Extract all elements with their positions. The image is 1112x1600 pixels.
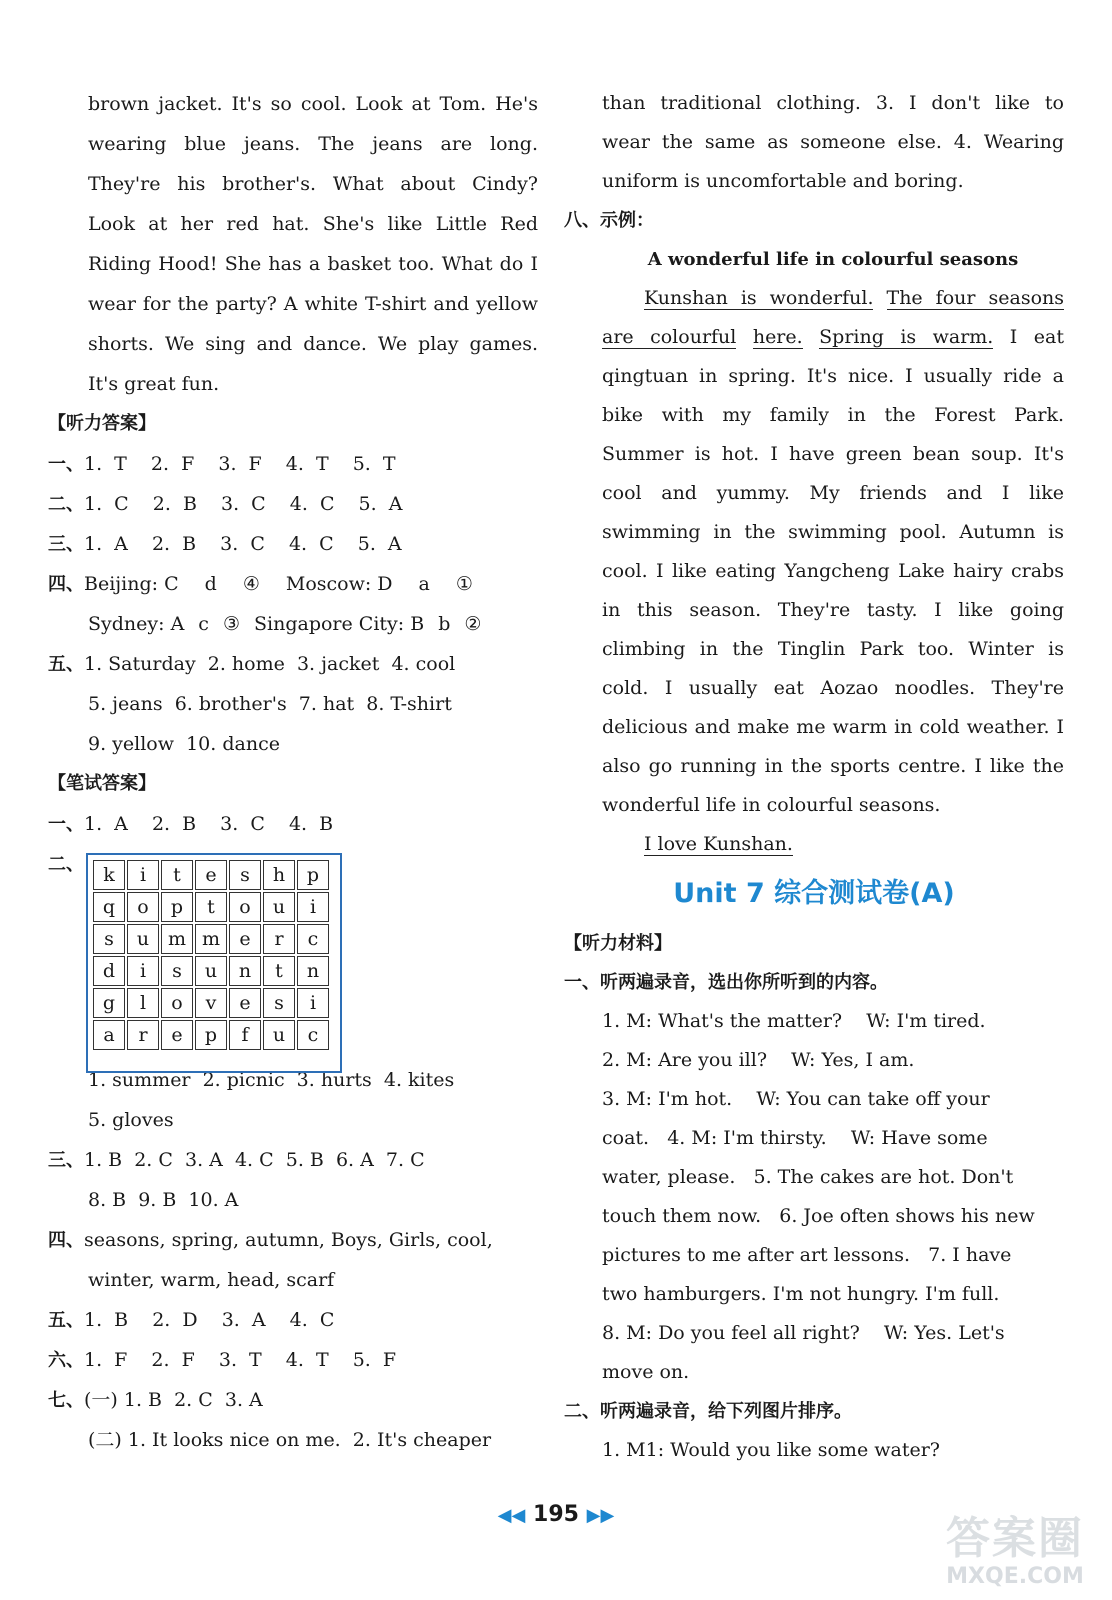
answer-text: 1. F 2. F 3. T 4. T 5. F (84, 1349, 397, 1371)
part2-heading: 二、听两遍录音，给下列图片排序。 (564, 1401, 852, 1422)
city-letter: b (438, 613, 451, 635)
grid-cell: o (127, 892, 159, 922)
grid-cell: t (263, 956, 295, 986)
story-line: shorts. We sing and dance. We play games. (88, 333, 538, 355)
city-answer: Beijing: C (84, 573, 179, 595)
city-letter: a (418, 573, 430, 595)
essay-line: cold. I usually eat Aozao noodles. They're (602, 677, 1064, 699)
grid-cell: p (161, 892, 193, 922)
w1-row (48, 804, 538, 844)
answer-text: 1. B 2. C 3. A 4. C 5. B 6. A 7. C (84, 1149, 425, 1171)
essay-underlined: Kunshan is wonderful. (644, 287, 874, 309)
grid-cell: a (93, 1020, 125, 1050)
story-line: wear for the party? A white T-shirt and yellow (88, 293, 538, 315)
material-line: 2. M: Are you ill? W: Yes, I am. (602, 1049, 915, 1071)
grid-cell: u (263, 892, 295, 922)
grid-cell: h (263, 860, 295, 890)
section-label: 三、 (48, 534, 84, 555)
grid-cell: t (161, 860, 193, 890)
material-line: 1. M: What's the matter? W: I'm tired. (602, 1010, 986, 1032)
grid-cell: e (229, 924, 261, 954)
material-line: 3. M: I'm hot. W: You can take off your (602, 1088, 990, 1110)
grid-cell: f (229, 1020, 261, 1050)
listening-answer-row (48, 484, 538, 524)
section-label: 二、 (48, 494, 84, 515)
w3-line-2: 8. B 9. B 10. A (88, 1189, 239, 1211)
essay-line (564, 279, 1064, 318)
w4-row (48, 1220, 538, 1260)
grid-cell: m (161, 924, 193, 954)
sample-label: 八、示例： (564, 210, 654, 231)
answer-text: 1. C 2. B 3. C 4. C 5. A (84, 493, 403, 515)
grid-cell: s (93, 924, 125, 954)
grid-cell: k (93, 860, 125, 890)
grid-cell: i (127, 860, 159, 890)
grid-cell: s (263, 988, 295, 1018)
answer-text: 1. B 2. D 3. A 4. C (84, 1309, 335, 1331)
essay-line: cool. I like eating Yangcheng Lake hairy crabs (602, 560, 1064, 582)
answer-text: seasons, spring, autumn, Boys, Girls, cool, (84, 1229, 493, 1251)
grid-row (92, 987, 336, 1019)
w7-row (48, 1380, 538, 1420)
section-label: 七、 (48, 1390, 84, 1411)
grid-cell: p (195, 1020, 227, 1050)
w6-row (48, 1340, 538, 1380)
q5-line-1 (48, 644, 538, 684)
answer-text: 1. Saturday 2. home 3. jacket 4. cool (84, 653, 456, 675)
essay-line: swimming in the swimming pool. Autumn is (602, 521, 1064, 543)
grid-cell: s (229, 860, 261, 890)
section-label: 四、 (48, 1230, 84, 1251)
city-answer: Moscow: D (285, 573, 393, 595)
right-column (564, 84, 1064, 1470)
watermark-text: 答案圈 (946, 1513, 1084, 1564)
w5-row (48, 1300, 538, 1340)
essay-line: in this season. They're tasty. I like going (602, 599, 1064, 621)
grid-cell: d (93, 956, 125, 986)
section-label: 三、 (48, 1150, 84, 1171)
listening-answer-row (48, 444, 538, 484)
city-answer: Sydney: A (88, 613, 185, 635)
circled-number: ④ (242, 573, 260, 595)
essay-line: also go running in the sports centre. I like the (602, 755, 1064, 777)
city-answer: Singapore City: B (254, 613, 425, 635)
essay-line: qingtuan in spring. It's nice. I usually ride a (602, 365, 1064, 387)
answer-text: 1. A 2. B 3. C 4. C 5. A (84, 533, 402, 555)
section-label: 一、 (48, 454, 84, 475)
story-line: Riding Hood! She has a basket too. What do I (88, 253, 538, 275)
circled-number: ① (455, 573, 473, 595)
section-label: 六、 (48, 1350, 84, 1371)
essay-end: I love Kunshan. (644, 833, 793, 855)
essay-underlined: are colourful (602, 326, 737, 348)
story-line: brown jacket. It's so cool. Look at Tom. He's (88, 93, 538, 115)
grid-cell: u (195, 956, 227, 986)
story-line: It's great fun. (88, 373, 220, 395)
grid-cell: i (297, 892, 329, 922)
essay-line: wonderful life in colourful seasons. (602, 794, 941, 816)
grid-cell: p (297, 860, 329, 890)
grid-row (92, 1019, 336, 1051)
answer-text: 1. A 2. B 3. C 4. B (84, 813, 334, 835)
watermark-logo (940, 1514, 1090, 1594)
q4-line-2 (48, 604, 538, 644)
q5-line-3: 9. yellow 10. dance (88, 733, 280, 755)
section-label: 五、 (48, 654, 84, 675)
grid-row (92, 859, 336, 891)
city-letter: c (198, 613, 209, 635)
material-line: water, please. 5. The cakes are hot. Don't (602, 1166, 1014, 1188)
material-line: move on. (602, 1361, 690, 1383)
material-line: coat. 4. M: I'm thirsty. W: Have some (602, 1127, 988, 1149)
grid-cell: n (297, 956, 329, 986)
story-line: wearing blue jeans. The jeans are long. (88, 133, 538, 155)
grid-cell: t (195, 892, 227, 922)
material-line: touch them now. 6. Joe often shows his new (602, 1205, 1035, 1227)
grid-row (92, 891, 336, 923)
essay-end-line (564, 825, 1064, 864)
part1-heading: 一、听两遍录音，选出你所听到的内容。 (564, 972, 888, 993)
grid-cell: i (127, 956, 159, 986)
essay-line: bike with my family in the Forest Park. (602, 404, 1064, 426)
material-line: 1. M1: Would you like some water? (602, 1439, 940, 1461)
continued-answer-line: wear the same as someone else. 4. Wearing (602, 131, 1064, 153)
w2-answers-line-1: 1. summer 2. picnic 3. hurts 4. kites (88, 1069, 455, 1091)
essay-underlined: Spring is warm. (819, 326, 994, 348)
circled-number: ③ (222, 613, 240, 635)
w3-row (48, 1140, 538, 1180)
w2-answers-line-2: 5. gloves (88, 1109, 174, 1131)
w4-line-2: winter, warm, head, scarf (88, 1269, 335, 1291)
essay-line: delicious and make me warm in cold weather. I (602, 716, 1064, 738)
grid-cell: q (93, 892, 125, 922)
grid-cell: l (127, 988, 159, 1018)
grid-row (92, 923, 336, 955)
essay-line (564, 318, 1064, 357)
grid-cell: c (297, 1020, 329, 1050)
grid-cell: e (195, 860, 227, 890)
word-search-grid (86, 853, 342, 1073)
essay-line: Summer is hot. I have green bean soup. It's (602, 443, 1064, 465)
material-line: two hamburgers. I'm not hungry. I'm full. (602, 1283, 1000, 1305)
listening-answer-row (48, 524, 538, 564)
grid-cell: m (195, 924, 227, 954)
listening-material-header: 【听力材料】 (564, 933, 672, 954)
essay-text: I eat (1009, 326, 1064, 348)
continued-answer-line: uniform is uncomfortable and boring. (602, 170, 964, 192)
section-label: 一、 (48, 814, 84, 835)
q4-line-1 (48, 564, 538, 604)
left-column (48, 84, 538, 1460)
grid-cell: u (127, 924, 159, 954)
grid-cell: u (263, 1020, 295, 1050)
answer-text: 1. T 2. F 3. F 4. T 5. T (84, 453, 396, 475)
grid-cell: e (161, 1020, 193, 1050)
story-line: They're his brother's. What about Cindy? (88, 173, 538, 195)
essay-underlined: The four seasons (886, 287, 1064, 309)
section-label: 二、 (48, 854, 84, 875)
city-letter: d (204, 573, 217, 595)
grid-cell: o (161, 988, 193, 1018)
grid-cell: o (229, 892, 261, 922)
next-arrows-icon: ▶▶ (586, 1505, 615, 1526)
grid-cell: g (93, 988, 125, 1018)
w7-line-2: (二) 1. It looks nice on me. 2. It's cheaper (88, 1429, 492, 1451)
section-label: 五、 (48, 1310, 84, 1331)
section-label: 四、 (48, 574, 84, 595)
prev-arrows-icon: ◀◀ (497, 1505, 526, 1526)
material-line: pictures to me after art lessons. 7. I have (602, 1244, 1012, 1266)
grid-cell: e (229, 988, 261, 1018)
essay-underlined: here. (752, 326, 803, 348)
essay-line: cool and yummy. My friends and I like (602, 482, 1064, 504)
page-number: 195 (533, 1502, 579, 1527)
grid-cell: n (229, 956, 261, 986)
essay-line: climbing in the Tinglin Park too. Winter is (602, 638, 1064, 660)
grid-cell: v (195, 988, 227, 1018)
grid-row (92, 955, 336, 987)
grid-cell: r (127, 1020, 159, 1050)
essay-title: A wonderful life in colourful seasons (647, 249, 1019, 270)
circled-number: ② (464, 613, 482, 635)
grid-cell: c (297, 924, 329, 954)
grid-cell: i (297, 988, 329, 1018)
written-answers-header: 【笔试答案】 (48, 773, 156, 794)
unit-title: Unit 7 综合测试卷(A) (673, 878, 955, 909)
grid-cell: r (263, 924, 295, 954)
story-line: Look at her red hat. She's like Little Red (88, 213, 538, 235)
continued-answer-line: than traditional clothing. 3. I don't like to (602, 92, 1064, 114)
material-line: 8. M: Do you feel all right? W: Yes. Let's (602, 1322, 1005, 1344)
q5-line-2: 5. jeans 6. brother's 7. hat 8. T-shirt (88, 693, 452, 715)
answer-text: (一) 1. B 2. C 3. A (84, 1389, 263, 1411)
listening-answers-header: 【听力答案】 (48, 413, 156, 434)
watermark-url: MXQE.COM (946, 1564, 1084, 1589)
grid-cell: s (161, 956, 193, 986)
